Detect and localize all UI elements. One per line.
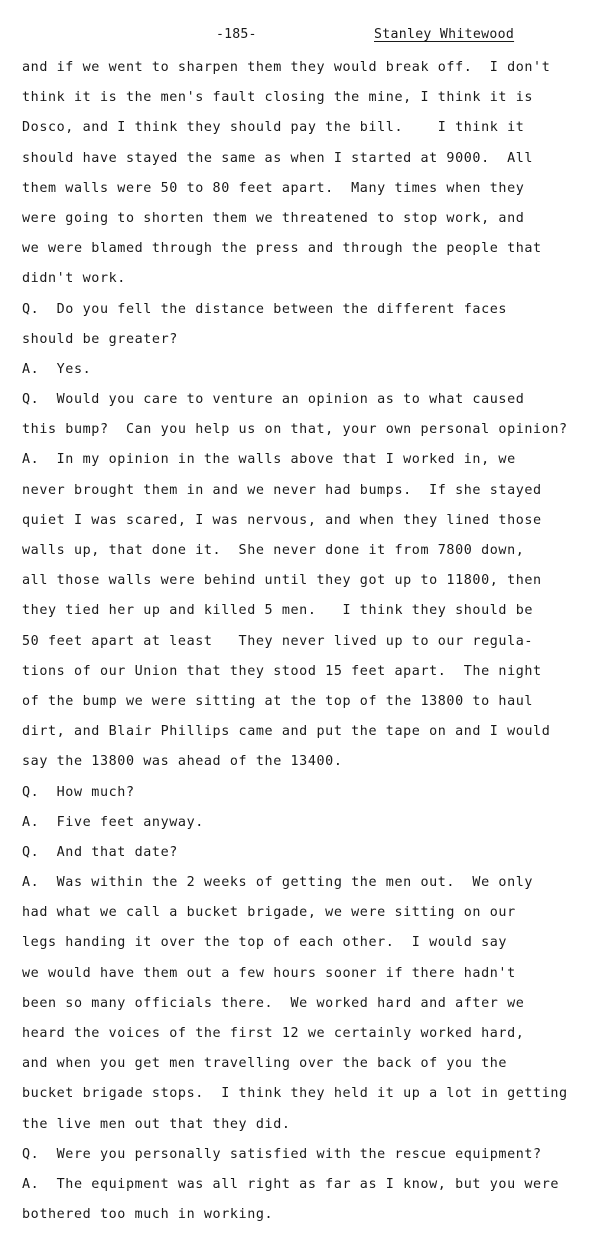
transcript-line: A. Was within the 2 weeks of getting the men out. We only: [22, 875, 534, 891]
transcript-line: A. Five feet anyway.: [22, 814, 204, 830]
transcript-line: bothered too much in working.: [22, 1207, 274, 1223]
transcript-line: didn't work.: [22, 271, 126, 287]
transcript-line: walls up, that done it. She never done it from 7800 down,: [22, 543, 525, 558]
transcript-line: and when you get men travelling over the back of you the: [22, 1056, 508, 1072]
transcript-line: A. The equipment was all right as far as I know, but you were: [22, 1176, 560, 1192]
transcript-line: never brought them in and we never had bumps. If she stayed: [22, 482, 542, 498]
transcript-line: Q. And that date?: [22, 844, 178, 860]
transcript-line: Dosco, and I think they should pay the bill. I think it: [22, 120, 525, 136]
page-number: -185-: [216, 27, 257, 42]
transcript-line: Q. Would you care to venture an opinion as to what caused: [22, 392, 525, 408]
transcript-line: we would have them out a few hours sooner if there hadn't: [22, 965, 516, 981]
transcript-line: think it is the men's fault closing the mine, I think it is: [22, 90, 534, 106]
transcript-line: this bump? Can you help us on that, your own personal opinion?: [22, 422, 568, 438]
transcript-line: A. Yes.: [22, 361, 92, 377]
transcript-line: legs handing it over the top of each other. I would say: [22, 935, 508, 951]
transcript-line: Q. Do you fell the distance between the different faces: [22, 301, 508, 317]
page-header: [0, 27, 610, 49]
transcript-line: Q. Were you personally satisfied with the rescue equipment?: [22, 1146, 542, 1162]
transcript-line: tions of our Union that they stood 15 feet apart. The night: [22, 663, 542, 679]
transcript-line: quiet I was scared, I was nervous, and when they lined those: [22, 512, 542, 528]
transcript-line: we were blamed through the press and through the people that: [22, 241, 542, 257]
transcript-line: had what we call a bucket brigade, we were sitting on our: [22, 905, 516, 921]
transcript-line: of the bump we were sitting at the top of the 13800 to haul: [22, 693, 534, 709]
transcript-line: say the 13800 was ahead of the 13400.: [22, 754, 343, 770]
transcript-body: [22, 56, 607, 1233]
transcript-line: heard the voices of the first 12 we certainly worked hard,: [22, 1026, 525, 1041]
transcript-line: they tied her up and killed 5 men. I think they should be: [22, 603, 534, 619]
transcript-line: all those walls were behind until they got up to 11800, then: [22, 573, 542, 589]
transcript-line: been so many officials there. We worked hard and after we: [22, 995, 525, 1011]
transcript-line: were going to shorten them we threatened to stop work, and: [22, 210, 525, 226]
transcript-line: 50 feet apart at least They never lived up to our regula-: [22, 633, 534, 649]
transcript-line: Q. How much?: [22, 784, 135, 800]
transcript-line: and if we went to sharpen them they would break off. I don't: [22, 60, 551, 75]
transcript-line: should be greater?: [22, 331, 178, 347]
transcript-line: them walls were 50 to 80 feet apart. Many times when they: [22, 180, 525, 196]
transcript-line: A. In my opinion in the walls above that I worked in, we: [22, 452, 516, 468]
transcript-line: should have stayed the same as when I started at 9000. All: [22, 150, 534, 166]
transcript-line: bucket brigade stops. I think they held it up a lot in getting: [22, 1086, 568, 1102]
witness-name: Stanley Whitewood: [374, 27, 515, 42]
transcript-line: the live men out that they did.: [22, 1116, 291, 1132]
transcript-line: dirt, and Blair Phillips came and put the tape on and I would: [22, 724, 551, 740]
